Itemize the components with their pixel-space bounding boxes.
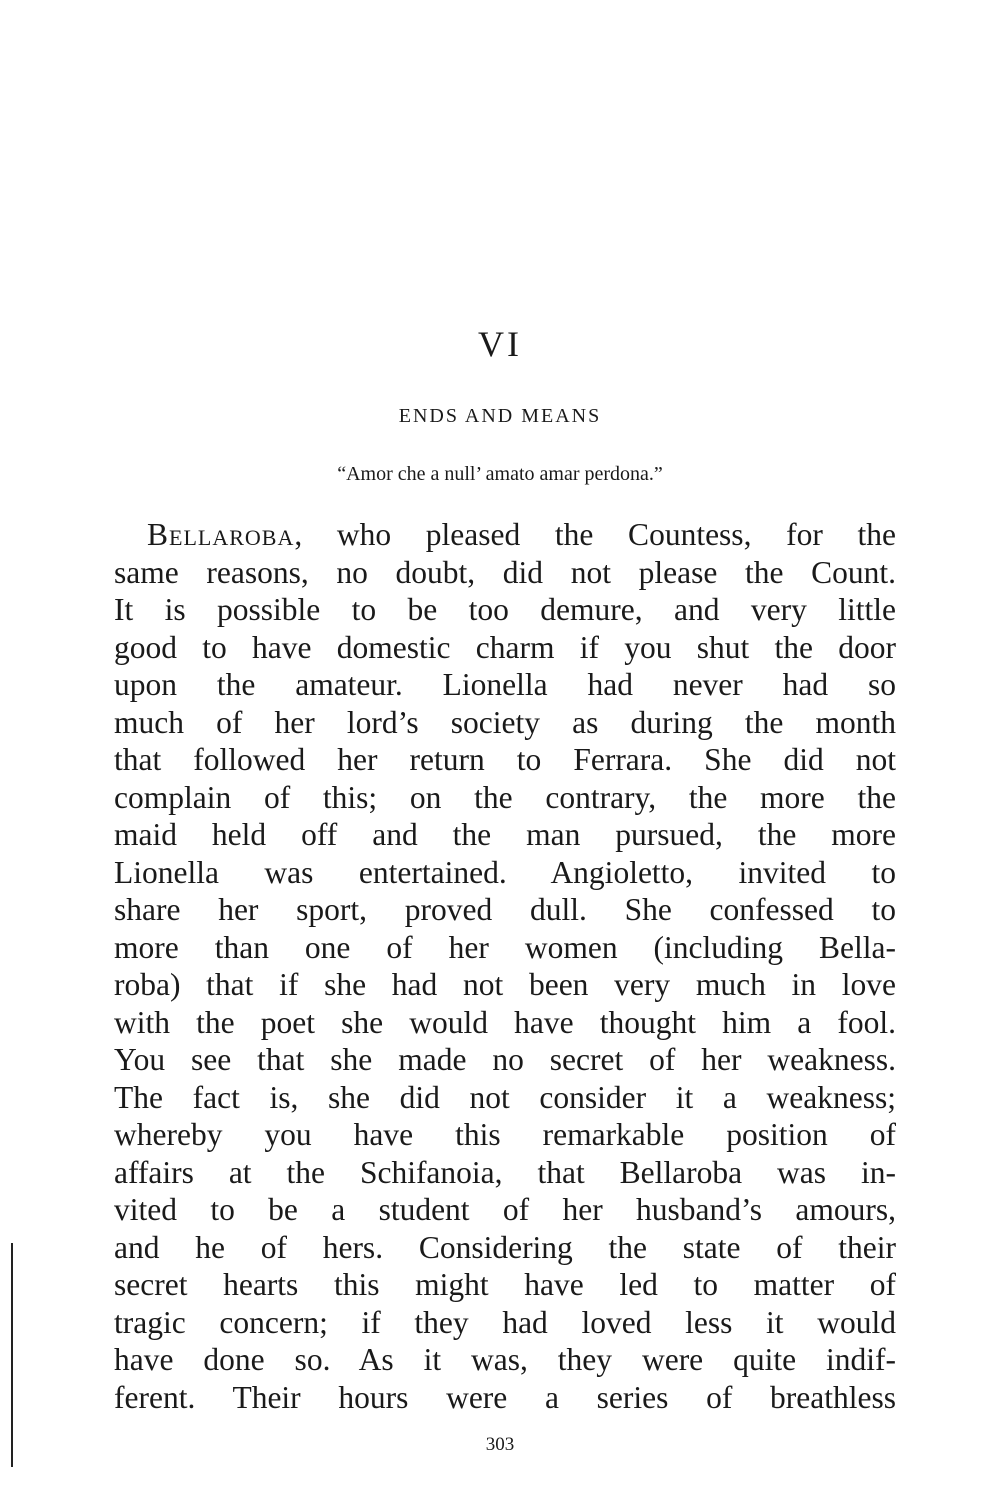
text-line: tragic concern; if they had loved less it would — [114, 1304, 896, 1340]
text-line: You see that she made no secret of her weakness. — [114, 1042, 896, 1077]
text-line: ferent. Their hours were a series of breathless — [114, 1379, 896, 1415]
text-line: complain of this; on the contrary, the more the — [114, 779, 896, 815]
text-line: secret hearts this might have led to matter of — [114, 1267, 896, 1302]
text-line: good to have domestic charm if you shut the door — [114, 629, 896, 665]
chapter-title: ENDS AND MEANS — [398, 405, 602, 427]
text-line: same reasons, no doubt, did not please the Count. — [114, 554, 896, 590]
text-line: maid held off and the man pursued, the more — [114, 817, 896, 852]
text-line: whereby you have this remarkable position of — [114, 1117, 896, 1152]
text-line: have done so. As it was, they were quite indif- — [114, 1342, 896, 1377]
page-number: 303 — [485, 1434, 515, 1455]
scan-margin-rule — [11, 1243, 13, 1467]
line-text: , who pleased the Countess, for the — [294, 517, 896, 552]
text-line: It is possible to be too demure, and very little — [114, 592, 896, 627]
text-line: more than one of her women (including Bella- — [114, 929, 896, 965]
epigraph: “Amor che a null’ amato amar perdona.” — [337, 463, 663, 485]
text-line: upon the amateur. Lionella had never had so — [114, 667, 896, 702]
text-line: vited to be a student of her husband’s amours, — [114, 1192, 896, 1227]
body-text — [114, 516, 896, 1416]
text-line — [114, 516, 896, 554]
text-line: The fact is, she did not consider it a weakness; — [114, 1079, 896, 1115]
text-line: that followed her return to Ferrara. She did not — [114, 742, 896, 777]
text-line: Lionella was entertained. Angioletto, invited to — [114, 854, 896, 890]
text-line: roba) that if she had not been very much in love — [114, 967, 896, 1002]
text-line: much of her lord’s society as during the month — [114, 704, 896, 740]
text-line: and he of hers. Considering the state of their — [114, 1229, 896, 1265]
chapter-number: VI — [478, 324, 522, 364]
lead-word: Bellaroba — [147, 517, 295, 552]
text-line: affairs at the Schifanoia, that Bellaroba was in- — [114, 1154, 896, 1190]
text-line: with the poet she would have thought him a fool. — [114, 1004, 896, 1040]
text-line: share her sport, proved dull. She confessed to — [114, 892, 896, 927]
